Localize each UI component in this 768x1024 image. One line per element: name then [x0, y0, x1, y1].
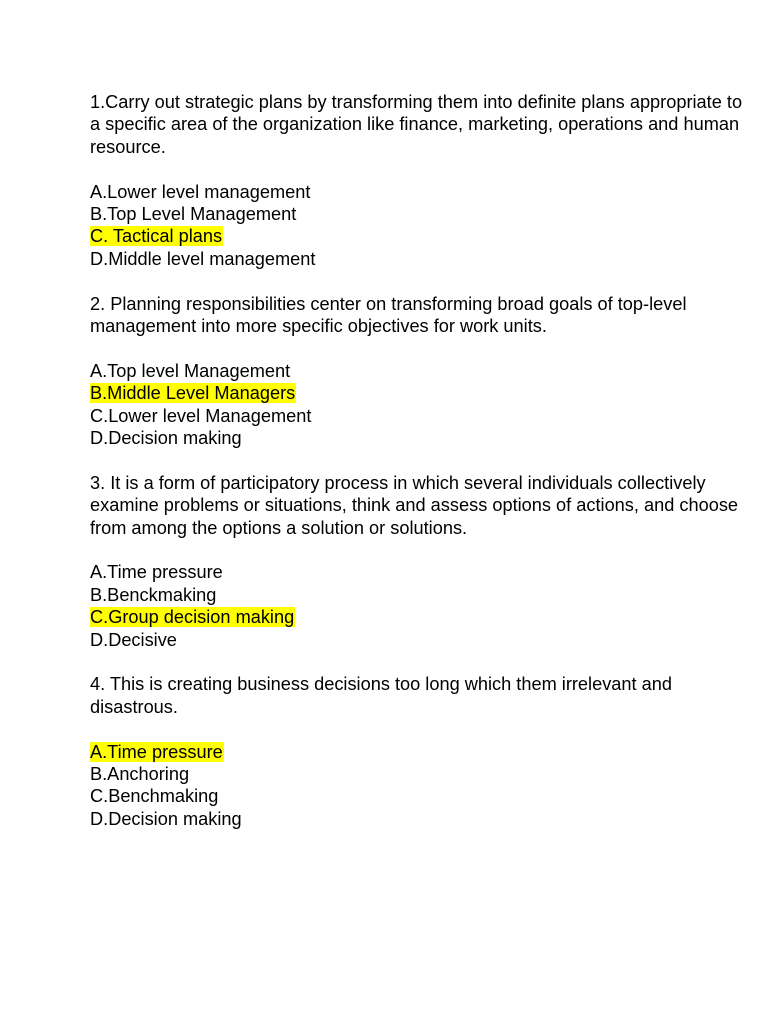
option-4c	[90, 785, 750, 807]
option-4d	[90, 808, 750, 830]
option-1d-label: D.Middle level management	[90, 248, 316, 269]
option-3b-label: B.Benckmaking	[90, 584, 217, 605]
option-3d-label: D.Decisive	[90, 629, 177, 650]
option-4a-label: A.Time pressure	[90, 741, 223, 762]
option-3b	[90, 584, 750, 606]
question-2-text: 2. Planning responsibilities center on transforming broad goals of top-level management into more specific objectives for work units.	[90, 293, 687, 337]
document-page	[90, 91, 750, 853]
option-1d	[90, 248, 750, 270]
option-1b-label: B.Top Level Management	[90, 204, 297, 225]
option-3d	[90, 629, 750, 651]
question-1-text: 1.Carry out strategic plans by transforming them into definite plans appropriate to a specific area of the organization like finance, marketing, operations and human resource.	[90, 92, 743, 157]
option-3a	[90, 561, 750, 583]
option-1a	[90, 181, 750, 203]
option-2c	[90, 405, 750, 427]
option-4a	[90, 741, 750, 763]
option-2c-label: C.Lower level Management	[90, 405, 312, 426]
option-2d-label: D.Decision making	[90, 428, 242, 449]
question-4-options	[90, 741, 750, 831]
option-1b	[90, 203, 750, 225]
option-2b	[90, 382, 750, 404]
option-3c-label: C.Group decision making	[90, 607, 295, 628]
option-2b-label: B.Middle Level Managers	[90, 383, 296, 404]
option-1c-label: C. Tactical plans	[90, 226, 223, 247]
option-3c	[90, 606, 750, 628]
option-4c-label: C.Benchmaking	[90, 786, 219, 807]
option-3a-label: A.Time pressure	[90, 562, 223, 583]
question-2-options	[90, 360, 750, 450]
option-2a	[90, 360, 750, 382]
question-3-options	[90, 561, 750, 651]
option-2d	[90, 427, 750, 449]
option-4b	[90, 763, 750, 785]
question-4-text: 4. This is creating business decisions too long which them irrelevant and disastrous.	[90, 674, 672, 717]
question-3-text: 3. It is a form of participatory process in which several individuals collectively examine problems or situations, think and assess options of actions, and choose from among the options a solution or solutions.	[90, 472, 739, 538]
option-4b-label: B.Anchoring	[90, 764, 190, 785]
option-2a-label: A.Top level Management	[90, 360, 291, 381]
option-1a-label: A.Lower level management	[90, 181, 311, 202]
option-1c	[90, 225, 750, 247]
question-1-options	[90, 181, 750, 271]
option-4d-label: D.Decision making	[90, 808, 242, 829]
